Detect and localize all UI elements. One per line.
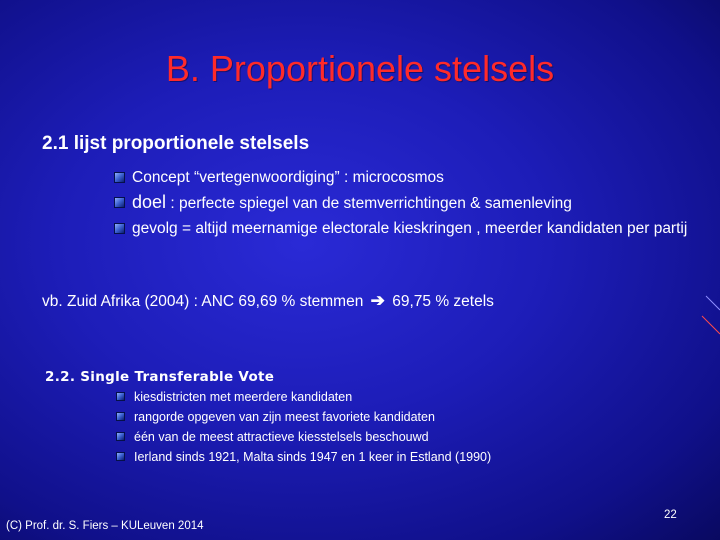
page-number: 22: [664, 509, 677, 521]
section2-bullet-list: [116, 389, 676, 469]
bullet-text: Ierland sinds 1921, Malta sinds 1947 en 1 keer in Estland (1990): [134, 450, 492, 464]
bullet-square-icon: [114, 172, 125, 183]
decorative-line: [706, 296, 720, 310]
bullet-item: [114, 192, 714, 214]
bullet-text: kiesdistricten met meerdere kandidaten: [134, 390, 353, 404]
bullet-item: [114, 218, 714, 239]
bullet-item: [116, 389, 676, 405]
bullet-text: : perfecte spiegel van de stemverrichtingen & samenleving: [166, 195, 572, 212]
bullet-text: Concept “vertegenwoordiging” : microcosmos: [132, 169, 444, 186]
decorative-line: [702, 316, 720, 334]
bullet-text: rangorde opgeven van zijn meest favoriete kandidaten: [134, 410, 435, 424]
bullet-square-icon: [116, 452, 125, 461]
example-text-before: vb. Zuid Afrika (2004) : ANC 69,69 % stemmen: [42, 293, 364, 310]
section-heading-lijst-proportionele: 2.1 lijst proportionele stelsels: [42, 133, 310, 154]
bullet-lead-word: doel: [132, 192, 167, 212]
bullet-square-icon: [114, 197, 125, 208]
section-heading-stv: 2.2. Single Transferable Vote: [45, 369, 275, 385]
example-text-after: 69,75 % zetels: [392, 293, 494, 310]
bullet-item: [116, 449, 676, 465]
right-arrow-icon: ➔: [370, 291, 385, 310]
bullet-square-icon: [116, 412, 125, 421]
bullet-text: gevolg = altijd meernamige electorale kieskringen , meerder kandidaten per partij: [132, 220, 688, 237]
slide-title: B. Proportionele stelsels: [165, 48, 555, 89]
bullet-text: één van de meest attractieve kiesstelsels beschouwd: [134, 430, 429, 444]
bullet-item: [116, 409, 676, 425]
bullet-square-icon: [116, 392, 125, 401]
bullet-item: [116, 429, 676, 445]
bullet-item: [114, 167, 714, 188]
bullet-square-icon: [116, 432, 125, 441]
section1-bullet-list: [114, 167, 714, 243]
example-line: [42, 291, 494, 311]
bullet-square-icon: [114, 223, 125, 234]
footer-copyright: (C) Prof. dr. S. Fiers – KULeuven 2014: [6, 520, 204, 532]
